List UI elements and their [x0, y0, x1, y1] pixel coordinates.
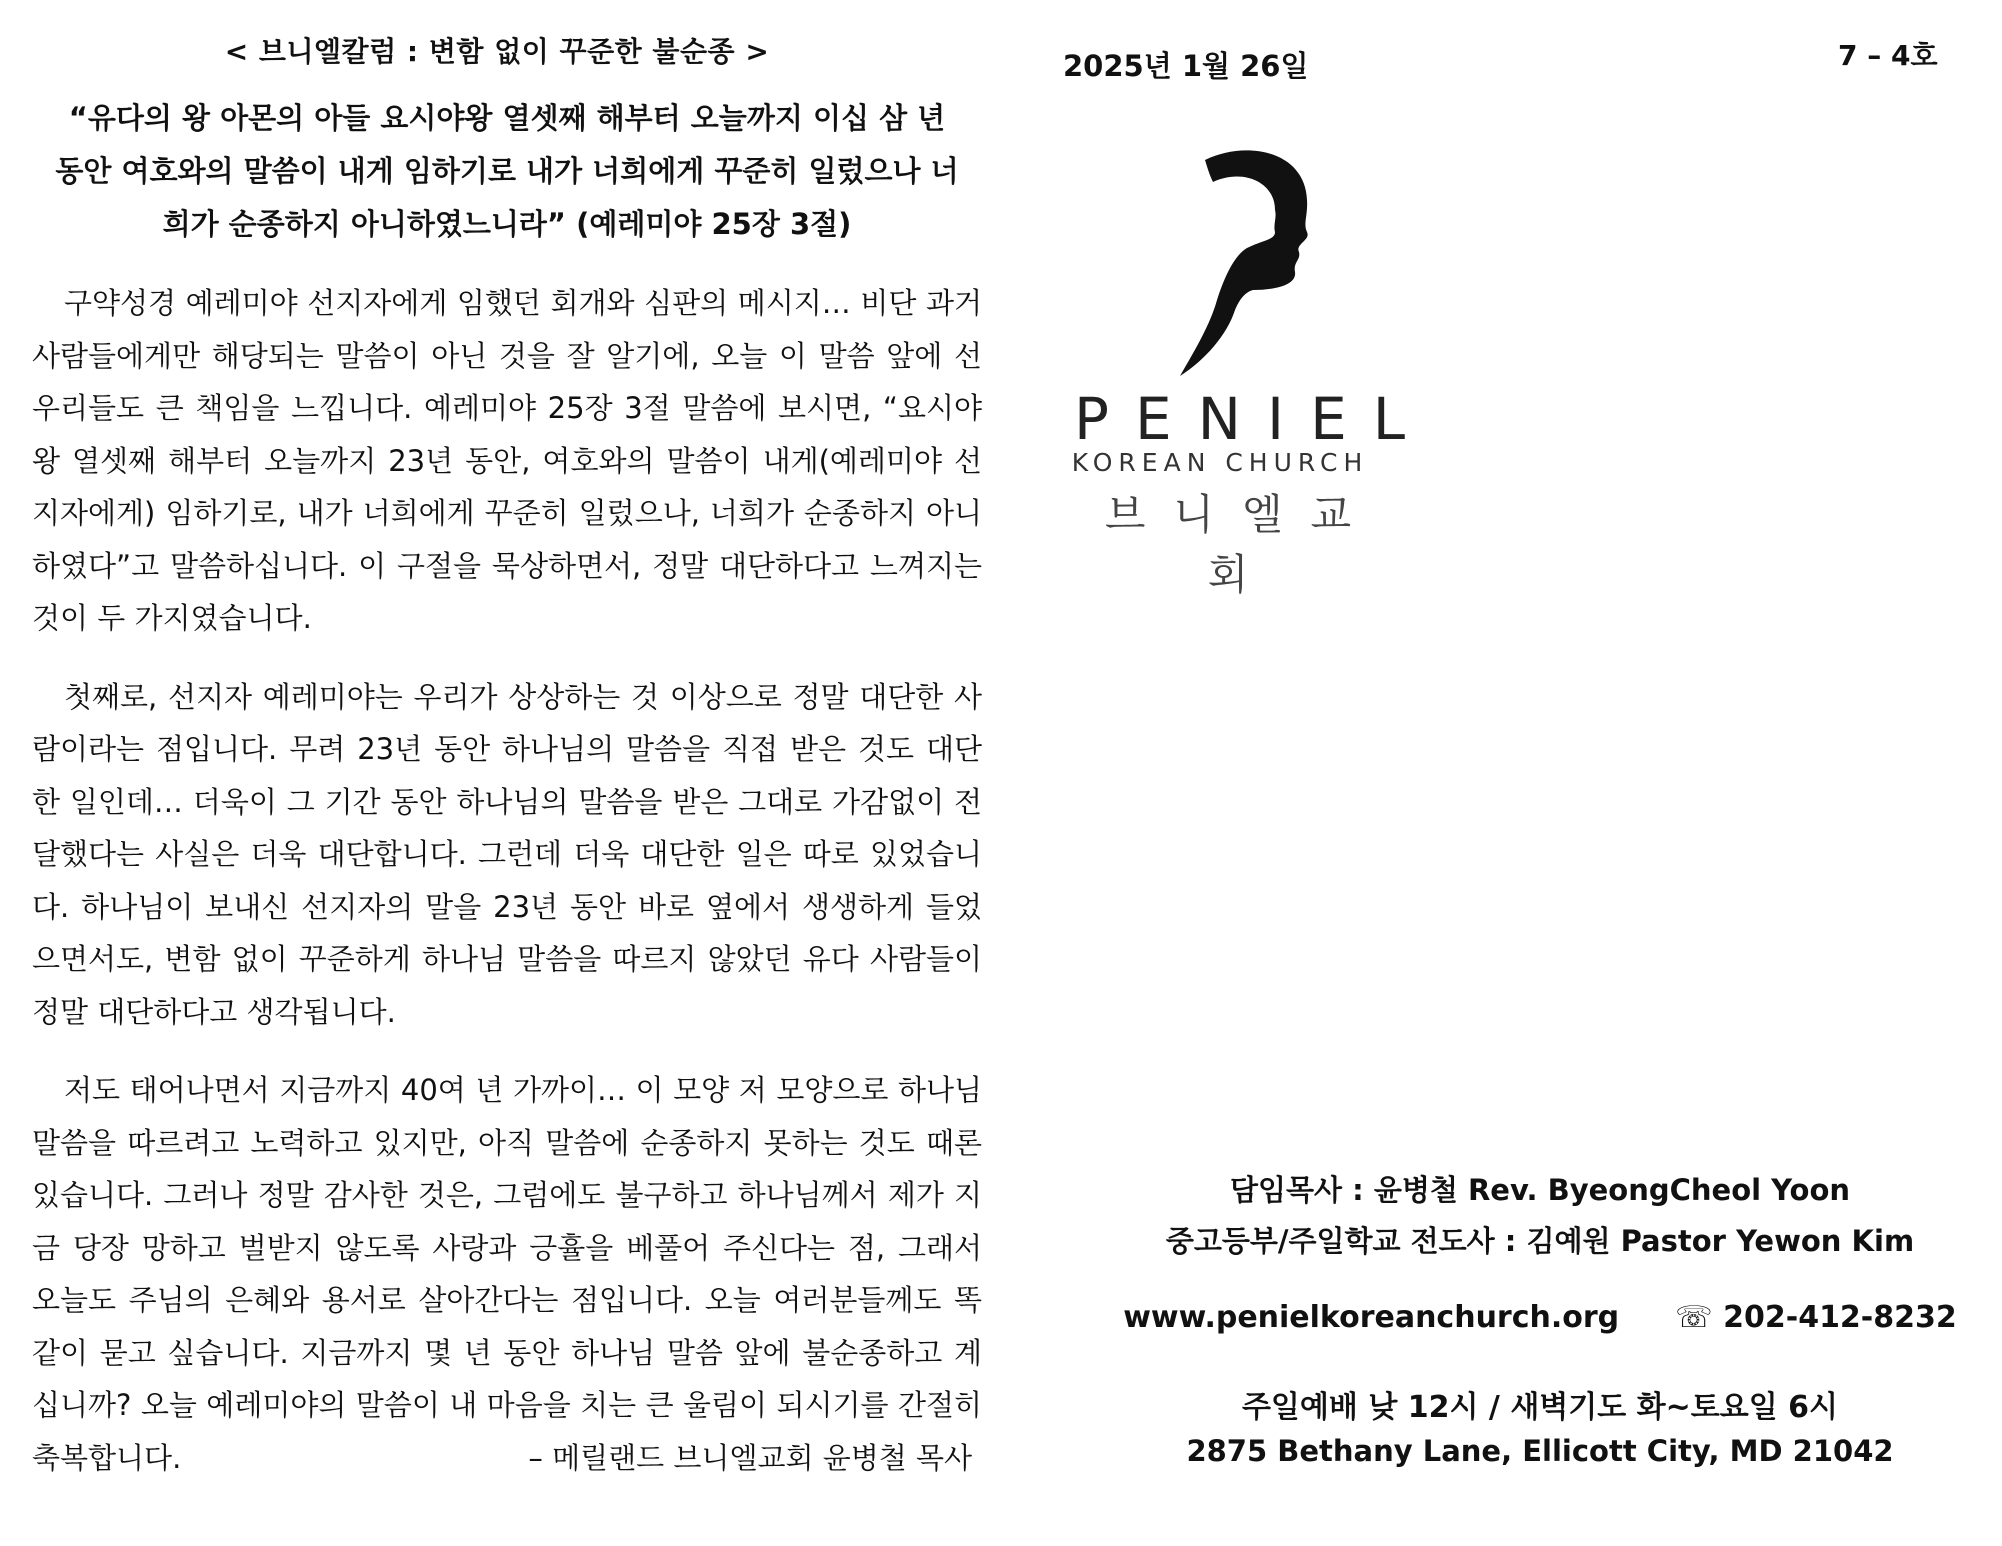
scripture-verse: “유다의 왕 아몬의 아들 요시야왕 열셋째 해부터 오늘까지 이십 삼 년 동안 여호와의 말씀이 내게 임하기로 내가 너희에게 꾸준히 일렀으나 너희가 순종하지 아니하였느니라” (예레미야 25장 3절) — [55, 101, 959, 241]
logo-subtitle: KOREAN CHURCH — [1071, 448, 1369, 477]
website-link[interactable]: www.penielkoreanchurch.org — [1123, 1300, 1620, 1335]
column-signature: – 메릴랜드 브니엘교회 윤병철 목사 — [528, 1440, 972, 1475]
column-paragraph: 구약성경 예레미야 선지자에게 임했던 회개와 심판의 메시지… 비단 과거 사람들에게만 해당되는 말씀이 아닌 것을 잘 알기에, 오늘 이 말씀 앞에 선 우리들도 큰 책임을 느낍니다. 예레미야 25장 3절 말씀에 보시면, “요시야왕 열셋째 해부터 오늘까지 23년 동안, 여호와의 말씀이 내게(예레미야 선지자에게) 임하기로, 내가 너희에게 꾸준히 일렀으나, 너희가 순종하지 아니하였다”고 말씀하십니다. 이 구절을 묵상하면서, 정말 대단하다고 느껴지는 것이 두 가지였습니다. — [32, 286, 982, 635]
peniel-logo-mark-icon — [1135, 140, 1325, 380]
church-logo — [1060, 130, 1432, 599]
phone-number[interactable]: ☏ 202-412-8232 — [1675, 1300, 1957, 1335]
youth-pastor: 중고등부/주일학교 전도사 : 김예원 Pastor Yewon Kim — [1165, 1224, 1915, 1258]
column-section — [32, 30, 982, 1484]
logo-name-korean: 브니엘교회 — [1104, 490, 1380, 599]
logo-name-english: PENIEL — [1074, 385, 1432, 453]
bulletin-date: 2025년 1월 26일 — [1063, 49, 1309, 83]
column-paragraph-text: 저도 태어나면서 지금까지 40여 년 가까이… 이 모양 저 모양으로 하나님 말씀을 따르려고 노력하고 있지만, 아직 말씀에 순종하지 못하는 것도 때론 있습니다. 그러나 정말 감사한 것은, 그럼에도 불구하고 하나님께서 제가 지금 당장 망하고 벌받지 않도록 사랑과 긍휼을 베풀어 주신다는 점, 그래서 오늘도 주님의 은혜와 용서로 살아간다는 점입니다. 오늘 여러분들께도 똑같이 묻고 싶습니다. 지금까지 몇 년 동안 하나님 말씀 앞에 불순종하고 계십니까? 오늘 예레미야의 말씀이 내 마음을 치는 큰 울림이 되시기를 간절히 축복합니다. — [32, 1073, 982, 1475]
issue-number: 7 – 4호 — [1838, 39, 1938, 72]
senior-pastor: 담임목사 : 윤병철 Rev. ByeongCheol Yoon — [1229, 1173, 1851, 1207]
column-paragraph-final — [32, 1064, 982, 1484]
contact-line — [1100, 1300, 1980, 1335]
service-times: 주일예배 낮 12시 / 새벽기도 화~토요일 6시 — [1241, 1390, 1839, 1425]
column-title: < 브니엘칼럼 : 변함 없이 꾸준한 불순종 > — [224, 35, 770, 68]
column-paragraph: 첫째로, 선지자 예레미야는 우리가 상상하는 것 이상으로 정말 대단한 사람이라는 점입니다. 무려 23년 동안 하나님의 말씀을 직접 받은 것도 대단한 일인데… 더욱이 그 기간 동안 하나님의 말씀을 받은 그대로 가감없이 전달했다는 사실은 더욱 대단합니다. 그런데 더욱 대단한 일은 따로 있었습니다. 하나님이 보내신 선지자의 말을 23년 동안 바로 옆에서 생생하게 들었으면서도, 변함 없이 꾸준하게 하나님 말씀을 따르지 않았던 유다 사람들이 정말 대단하다고 생각됩니다. — [32, 679, 982, 1029]
church-address: 2875 Bethany Lane, Ellicott City, MD 21042 — [1186, 1434, 1894, 1468]
